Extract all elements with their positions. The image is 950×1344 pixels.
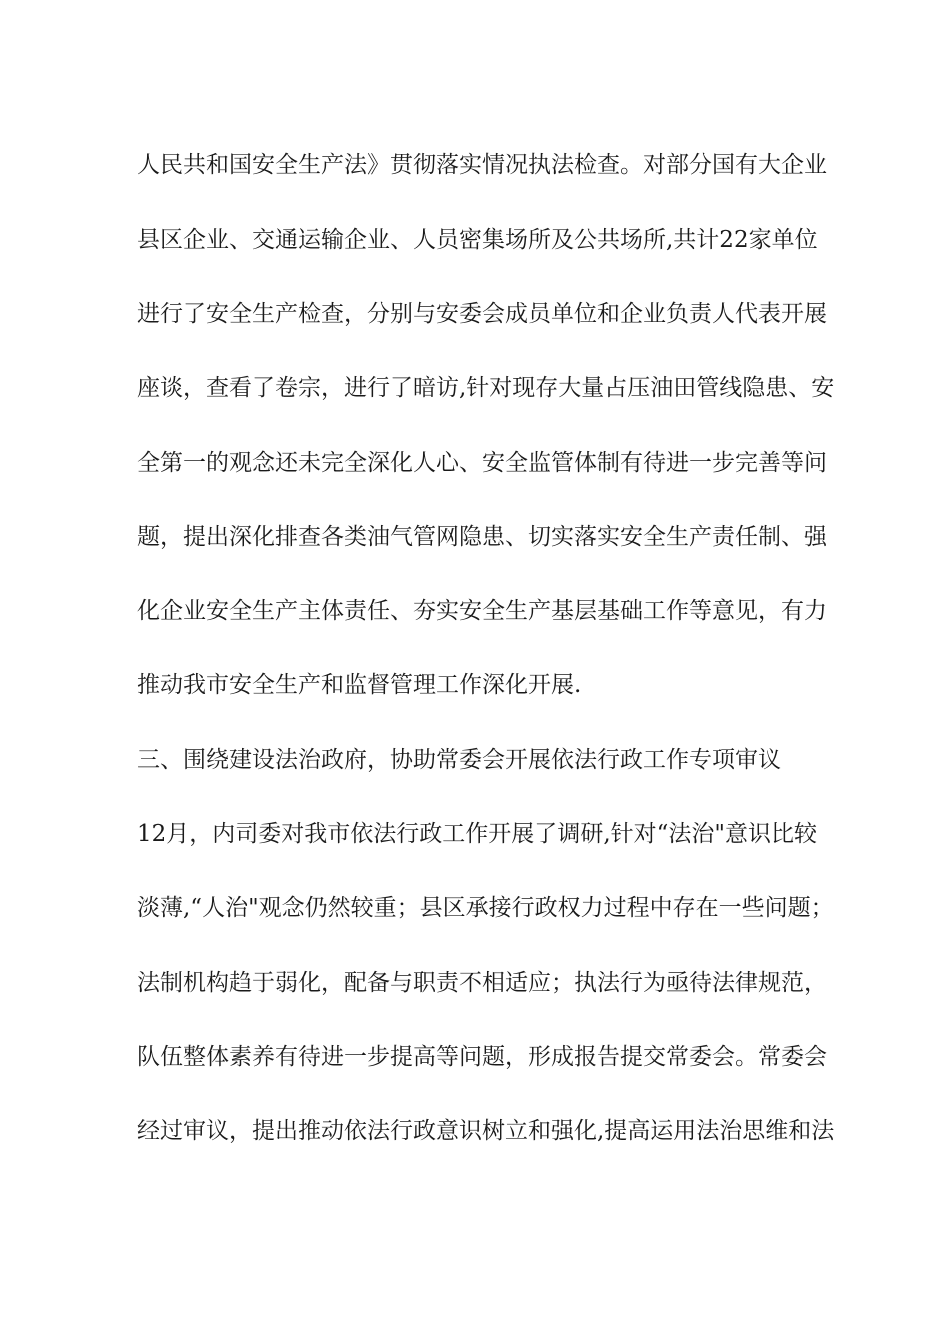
paragraph-line: 化企业安全生产主体责任、夯实安全生产基层基础工作等意见，有力 xyxy=(137,598,827,624)
paragraph-line: 全第一的观念还未完全深化人心、安全监管体制有待进一步完善等问 xyxy=(137,450,827,476)
paragraph-line: 进行了安全生产检查，分别与安委会成员单位和企业负责人代表开展 xyxy=(137,301,827,327)
section-heading: 三、围绕建设法治政府，协助常委会开展依法行政工作专项审议 xyxy=(137,747,781,773)
paragraph-line: 淡薄,“人治"观念仍然较重；县区承接行政权力过程中存在一些问题； xyxy=(137,895,834,921)
paragraph-line: 12月，内司委对我市依法行政工作开展了调研,针对“法治"意识比较 xyxy=(137,821,817,847)
paragraph-line: 队伍整体素养有待进一步提高等问题，形成报告提交常委会。常委会 xyxy=(137,1044,827,1070)
paragraph-line: 法制机构趋于弱化，配备与职责不相适应；执法行为亟待法律规范， xyxy=(137,970,827,996)
paragraph-line: 县区企业、交通运输企业、人员密集场所及公共场所,共计22家单位 xyxy=(137,227,818,253)
paragraph-line: 座谈，查看了卷宗，进行了暗访,针对现存大量占压油田管线隐患、安 xyxy=(137,375,835,401)
paragraph-last-line: 推动我市安全生产和监督管理工作深化开展. xyxy=(137,672,582,698)
paragraph-line: 人民共和国安全生产法》贯彻落实情况执法检查。对部分国有大企业 xyxy=(137,152,827,178)
paragraph-line: 题，提出深化排查各类油气管网隐患、切实落实安全生产责任制、强 xyxy=(137,524,827,550)
paragraph-line: 经过审议，提出推动依法行政意识树立和强化,提高运用法治思维和法 xyxy=(137,1118,835,1144)
